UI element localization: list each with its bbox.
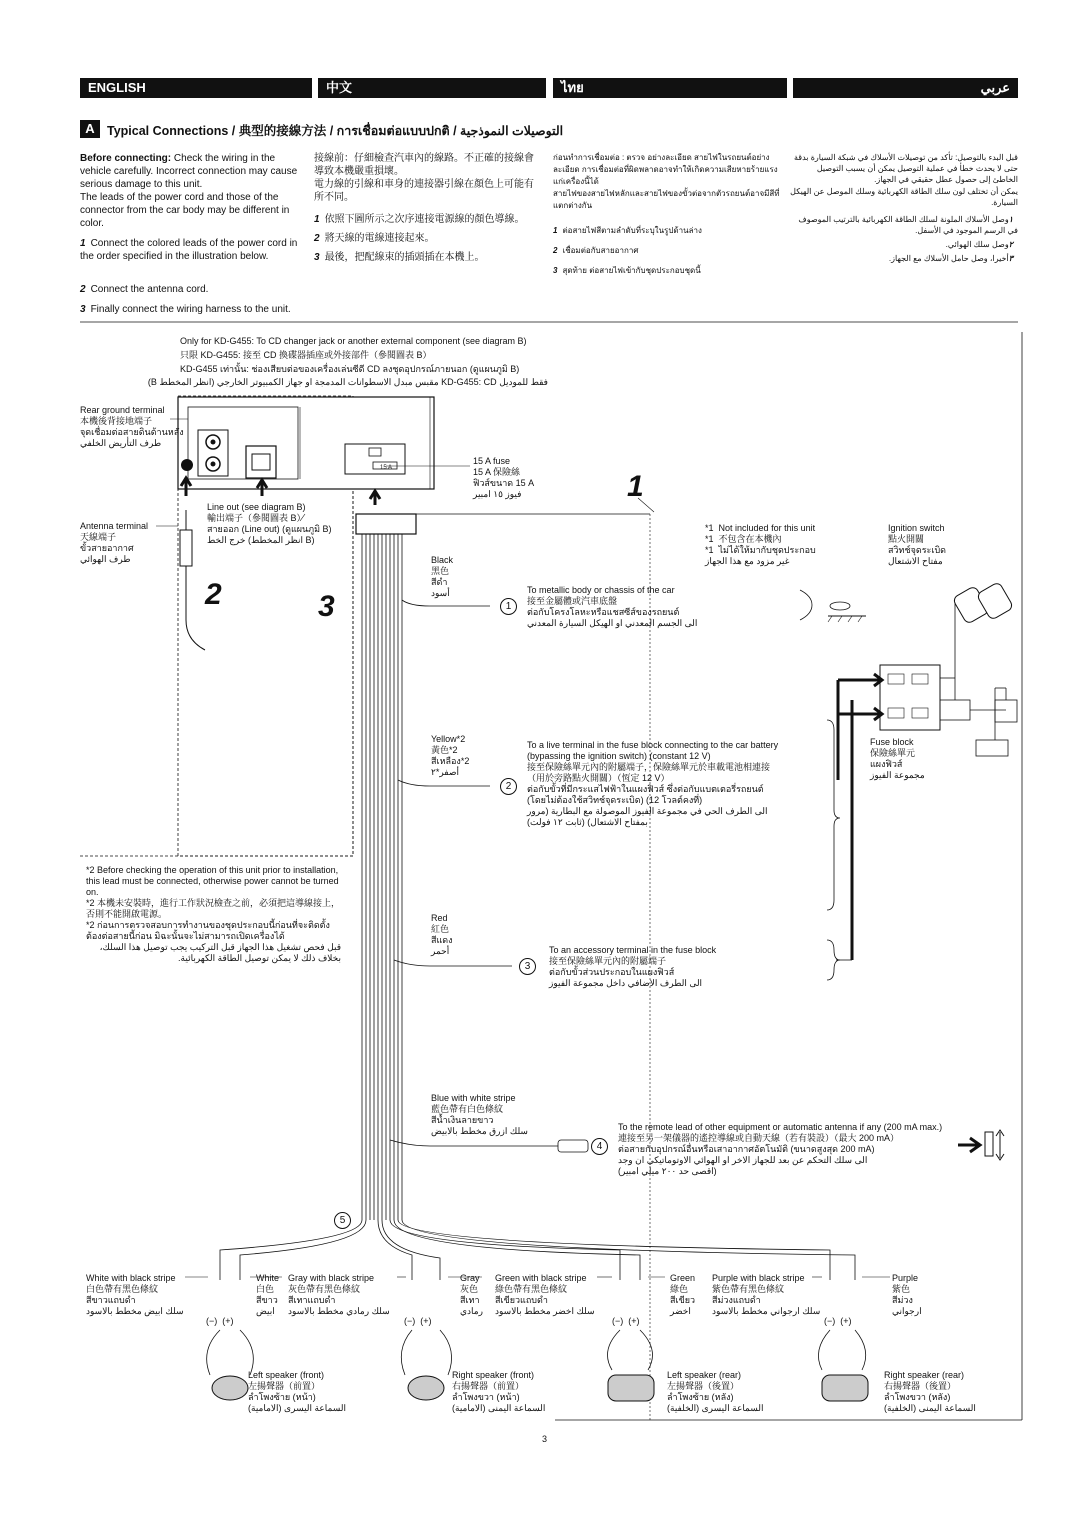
kd-note-en: Only for KD-G455: To CD changer jack or another external component (see diagram B) (180, 336, 527, 346)
tab-english: ENGLISH (80, 78, 312, 98)
footnote-2: *2 Before checking the operation of this unit prior to installation, this lead must be connected, otherwise power cannot be turned on. *2 本機未安裝時，進行工作狀況檢查之前，必須把這導線接上，否則不能開啟電源。 *2 ก่อนการตรวจสอบการทำงานของชุดประกอบนี้ก่อนที่จะติดตั้ง ต้องต่อสายนี้ก่อน มิฉะนั้นจะไม่สามารถเปิดเครื่องได้ قبل فحص تشغيل هذا الجهاز قبل التركيب يجب توصيل هذا السلك، بخلاف ذلك لا يمكن توصيل الطاقة الكهربائية. (86, 865, 341, 963)
english-step-2: 2 Connect the antenna cord. (80, 284, 209, 295)
wire-1-marker: 1 (500, 598, 517, 615)
speaker-wire-2-left: Gray with black stripe 灰色帶有黑色條紋 สีเทาแถบดำ سلك رمادي مخطط بالاسود (288, 1273, 390, 1316)
ground-terminal (800, 590, 866, 622)
chinese-step-3: 3 最後，把配線束的插頭插在本機上。 (314, 252, 485, 263)
tab-thai: ไทย (553, 78, 787, 98)
harness-marker-5: 5 (334, 1212, 351, 1229)
remote-lead-icon (958, 1130, 1004, 1160)
polarity-3: (−) (+) (612, 1316, 640, 1326)
english-step-1: 1 Connect the colored leads of the power cord in the order specified in the illustration below. (80, 238, 298, 262)
arabic-step-1: ١وصل الأسلاك الملونة لسلك الطاقة الكهربائية بالترتيب الموصوف في الرسم الموجود في الأسفل. (798, 215, 1018, 235)
wire-2-marker: 2 (500, 778, 517, 795)
speaker-label-right-rear: Right speaker (rear) 右揚聲器（後置） ลำโพงขวา (หลัง) السماعة اليمنى (الخلفية) (884, 1370, 976, 1413)
wire-3-color: Red 紅色 สีแดง أحمر (431, 913, 453, 956)
fuse-value-label: 15 A (380, 465, 393, 471)
speaker-wire-3-left: Green with black stripe 綠色帶有黑色條紋 สีเขียวแถบดำ سلك اخضر مخطط بالاسود (495, 1273, 595, 1316)
rear-ground-label: Rear ground terminal 本機後背接地端子 จุดเชื่อมต่อสายดินด้านหลัง طرف التأريض الخلفي (80, 405, 184, 448)
polarity-1: (−) (+) (206, 1316, 234, 1326)
antenna-plug (180, 510, 205, 650)
english-intro: Before connecting: Check the wiring in the vehicle carefully. Incorrect connection may cause serious damage to this unit. (80, 153, 298, 190)
chinese-note: 電力線的引線和車身的連接器引線在顏色上可能有所不同。 (314, 179, 534, 203)
kd-note-ar: فقط للموديل KD-G455: CD مقبس مبدل الاسطوانات المدمجة او جهاز الكمبيوتر الخارجي (انظر المخطط B) (147, 377, 548, 387)
page-number: 3 (542, 1434, 548, 1444)
wire-3-destination: To an accessory terminal in the fuse block 接至保險絲單元內的附屬端子 ต่อกับขั้วส่วนประกอบในแผงฟิวส์ الى الطرف الاضافي داخل مجموعة الفيوز (549, 945, 717, 988)
step-number-1: 1 (627, 470, 644, 503)
thai-step-3: 3 สุดท้าย ต่อสายไฟเข้ากับชุดประกอบชุดนี้ (553, 266, 701, 275)
wire-1-destination: To metallic body or chassis of the car 接至金屬體或汽車底盤 ต่อกับโครงโลหะหรือแชสซีส์ของรถยนต์ الى الجسم المعدني او الهيكل السيارة المعدني (527, 585, 698, 628)
thai-intro: ก่อนทำการเชื่อมต่อ : ตรวจ อย่างละเอียด สายไฟในรถยนต์อย่างละเอียด การเชื่อมต่อที่ผิดพลาดอาจทำให้เกิดความเสียหายร้ายแรงแก่เครื่องนี้ได้ (553, 153, 778, 186)
fuse-block-label: Fuse block 保險絲單元 แผงฟิวส์ مجموعة الفيوز (870, 737, 925, 780)
wire-1-color: Black 黑色 สีดำ أسود (431, 555, 454, 598)
wire-2-color: Yellow*2 黃色*2 สีเหลือง*2 أصفر*٢ (431, 734, 470, 777)
ignition-switch-label: Ignition switch 點火開關 สวิทช์จุดระเบิด مفتاح الاشتعال (888, 523, 947, 566)
wire-4-marker: 4 (591, 1138, 608, 1155)
ignition-switch-icon (952, 582, 1014, 625)
thai-note: สายไฟของสายไฟหลักและสายไฟของขั้วต่อจากตัวรถยนต์อาจมีสีที่แตกต่างกัน (553, 189, 780, 210)
speaker-wire-4-right: Purple 紫色 สีม่วง ارجواني (892, 1273, 922, 1316)
antenna-terminal-label: Antenna terminal 天線端子 ขั้วสายอากาศ طرف الهوائي (80, 521, 149, 564)
tab-chinese: 中文 (318, 78, 546, 98)
kd-note-zh: 只限 KD-G455: 接至 CD 換碟器插座或外接部件（參閱圖表 B） (180, 350, 432, 360)
not-included-label: *1 Not included for this unit *1 不包含在本機內 *1 ไม่ได้ให้มากับชุดประกอบ غير مزود مع هذا الجهاز (705, 523, 816, 566)
speaker-wire-2-right: Gray 灰色 สีเทา رمادي (460, 1273, 483, 1316)
wire-4-destination: To the remote lead of other equipment or automatic antenna if any (200 mA max.) 連接至另一架儀器的遙控導線或自動天線（若有裝設）（最大 200 mA） ต่อสายกับอุปกรณ์อื่นหรือเสาอากาศอัตโนมัติ (ขนาดสูงสุด 200 mA) الى سلك التحكم عن بعد للجهاز الاخر او الهوائي الاوتوماتيكي ان وجد (اقصى حد ٢٠٠ ميلي امبير) (618, 1122, 943, 1176)
english-step-3: 3 Finally connect the wiring harness to the unit. (80, 304, 291, 315)
arabic-note: يمكن أن تختلف لون سلك الطاقة الكهربائية وسلك الموصل عن الهيكل السيارة. (790, 187, 1018, 207)
step-number-3: 3 (318, 590, 335, 623)
fuse-label: 15 A fuse 15 A 保險絲 ฟิวส์ขนาด 15 A فيوز ١٥ امبير (473, 456, 535, 499)
arabic-intro: قبل البدء بالتوصيل: تأكد من توصيلات الأسلاك في شبكة السيارة بدقة حتى لا يحدث خطأ في عملية التوصيل يمكن أن يسبب التوصيل الخاطئ إلى حصول عطل حقيقي في الجهاز. (793, 153, 1018, 184)
wire-3-marker: 3 (519, 958, 536, 975)
line-out-label: Line out (see diagram B) 輸出端子（參閱圖表 B） สายออก (Line out) (ดูแผนภูมิ B) خرج الخط (انظر المخطط B) (207, 502, 332, 545)
speaker-label-left-front: Left speaker (front) 左揚聲器（前置） ลำโพงซ้าย (หน้า) السماعة اليسرى (الامامية) (248, 1370, 346, 1413)
polarity-2: (−) (+) (404, 1316, 432, 1326)
fuse-block-diagram (836, 600, 1017, 960)
speaker-wire-3-right: Green 綠色 สีเขียว اخضر (670, 1273, 696, 1316)
wire-2-destination: To a live terminal in the fuse block connecting to the car battery (bypassing the ignition switch) (constant 12 V) 接至保險絲單元內的附屬端子，保險絲單元於車載電池相連接 （用於旁路點火開關）（恆定 12 V） ต่อกับขั้วที่มีกระแสไฟฟ้าในแผงฟิวส์ ซึ่งต่อกับแบตเตอรี่รถยนต์ (โดยไม่ต้องใช้สวิทช์จุดระเบิด) (12 โวลต์คงที่) الى الطرف الحي في مجموعة الفيوز الموصولة مع البطارية (مرور بمفتاح الاشتعال) (ثابت ١٢ فولت) (527, 740, 779, 827)
chinese-intro: 接線前：仔細檢查汽車內的線路。不正確的接線會導致本機嚴重損壞。 (314, 153, 534, 177)
wire-4-color: Blue with white stripe 藍色帶有白色條紋 สีน้ำเงินลายขาว سلك ازرق مخطط بالابيض (431, 1093, 528, 1136)
arabic-step-3: ٣أخيرا، وصل حامل الأسلاك مع الجهاز. (888, 254, 1013, 263)
speaker-wire-1-left: White with black stripe 白色帶有黑色條紋 สีขาวแถบดำ سلك ابيض مخطط بالاسود (86, 1273, 184, 1316)
polarity-4: (−) (+) (824, 1316, 852, 1326)
chinese-step-2: 2 將天線的電線連接起來。 (314, 233, 435, 244)
speaker-wire-4-left: Purple with black stripe 紫色帶有黑色條紋 สีม่วงแถบดำ سلك ارجواني مخطط بالاسود (712, 1273, 821, 1316)
speaker-label-right-front: Right speaker (front) 右揚聲器（前置） ลำโพงขวา (หน้า) السماعة اليمنى (الامامية) (452, 1370, 546, 1413)
thai-step-2: 2 เชื่อมต่อกับสายอากาศ (553, 246, 639, 255)
chinese-step-1: 1 依照下圖所示之次序連接電源線的顏色導線。 (314, 214, 525, 225)
thai-step-1: 1 ต่อสายไฟสีตามลำดับที่ระบุในรูปด้านล่าง (553, 226, 702, 235)
speaker-label-left-rear: Left speaker (rear) 左揚聲器（後置） ลำโพงซ้าย (หลัง) السماعة اليسرى (الخلفية) (667, 1370, 764, 1413)
english-note: The leads of the power cord and those of the connector from the car body may be different in color. (80, 192, 290, 229)
head-unit-rear (178, 397, 434, 489)
kd-note-th: KD-G455 เท่านั้น: ช่องเสียบต่อของเครื่องเล่นซีดี CD ลงชุดอุปกรณ์ภายนอก (ดูแผนภูมิ B) (180, 364, 520, 374)
step-number-2: 2 (205, 578, 222, 611)
speaker-harness (185, 1220, 890, 1280)
tab-arabic: عربي (793, 78, 1018, 98)
section-letter: A (80, 120, 100, 138)
speaker-wire-1-right: White 白色 สีขาว ابيض (256, 1273, 280, 1316)
rear-ground-screw (181, 459, 193, 471)
section-title: Typical Connections / 典型的接線方法 / การเชื่อมต่อแบบปกติ / التوصيلات النموذجية (107, 124, 564, 138)
arabic-step-2: ٢وصل سلك الهوائي. (945, 240, 1013, 249)
